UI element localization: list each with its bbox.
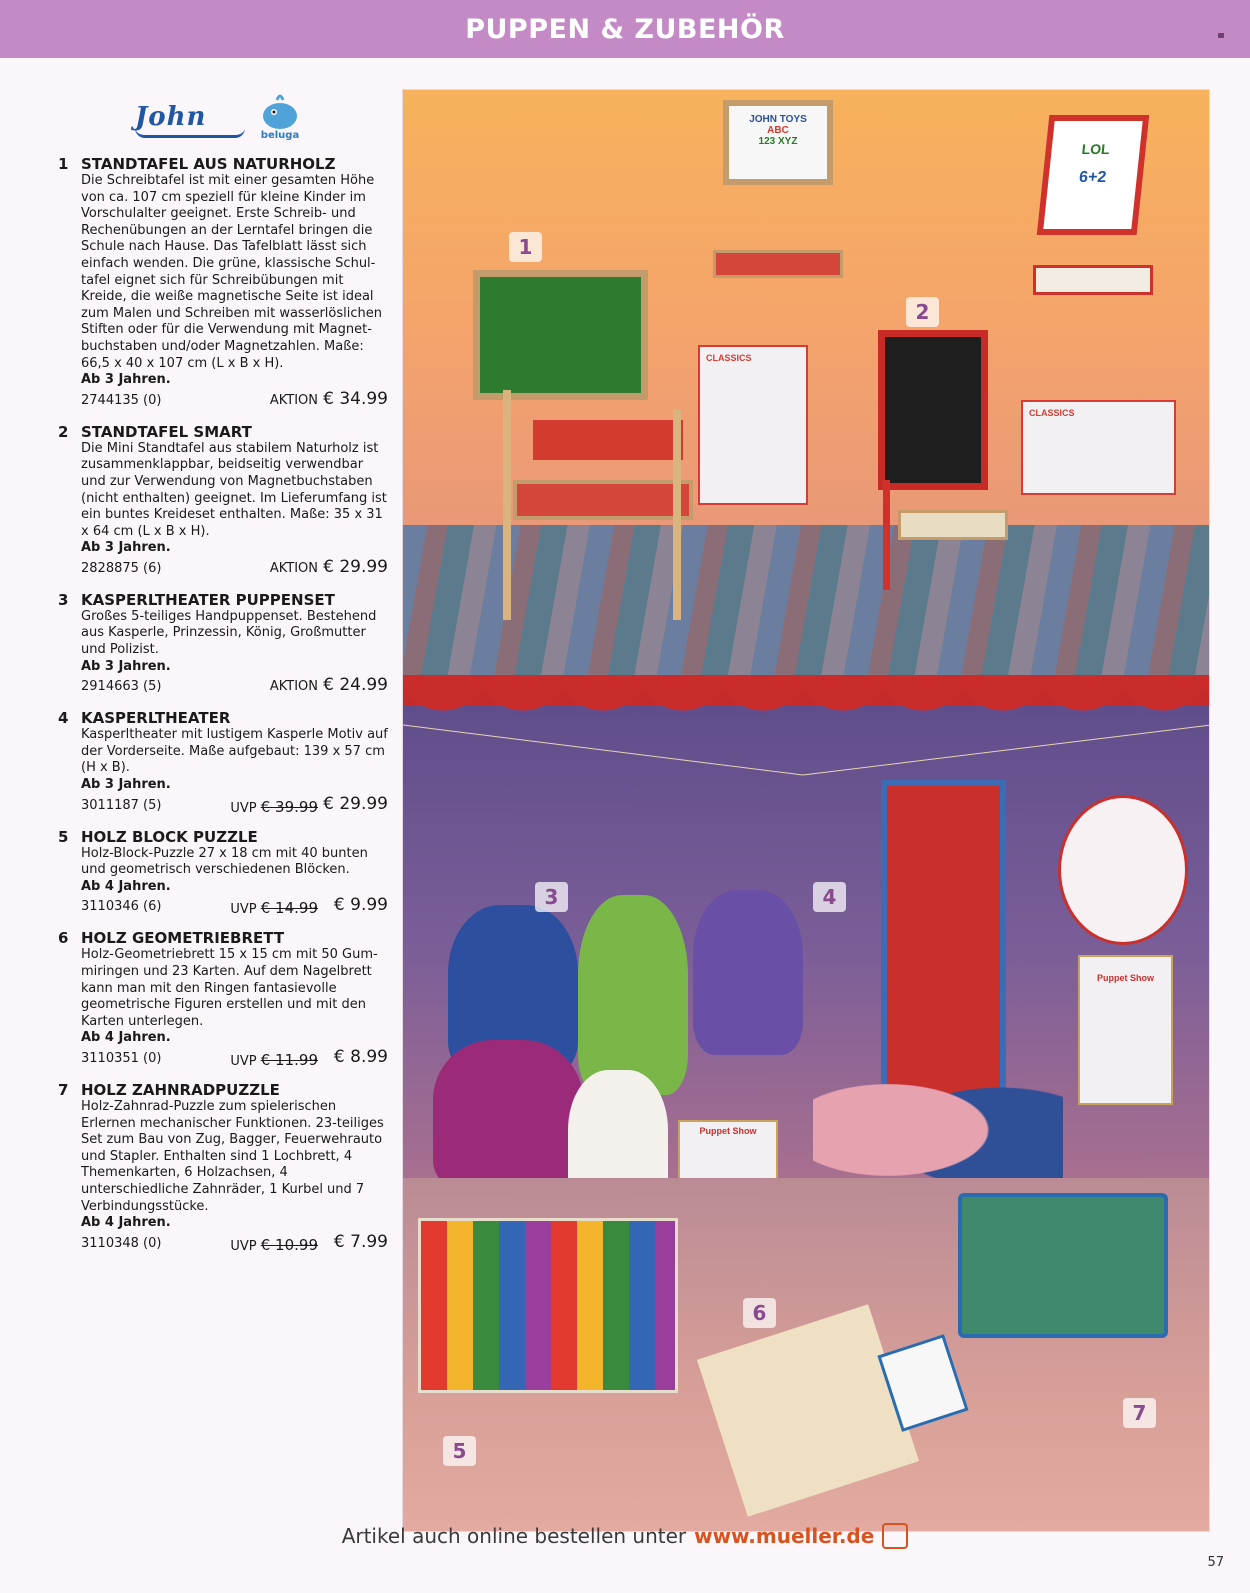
easel-leg-left [503, 390, 511, 620]
theater-box [1078, 955, 1173, 1105]
product-age: Ab 3 Jahren. [81, 658, 171, 674]
price-tag [230, 899, 318, 917]
price-tag [270, 393, 318, 408]
product-title: STANDTAFEL AUS NATURHOLZ [81, 155, 336, 173]
article-number: 2914663 (5) [81, 679, 162, 695]
old-price: € 39.99 [260, 797, 318, 816]
product-title: KASPERLTHEATER PUPPENSET [81, 590, 335, 609]
easel-black-red [878, 330, 1008, 590]
product-box-smart [1021, 400, 1176, 495]
product-price-row [81, 1047, 388, 1069]
product-heading [58, 1081, 388, 1099]
product-number: 2 [58, 422, 69, 441]
product-heading [58, 929, 388, 947]
product-heading [58, 155, 388, 173]
corner-mark [1218, 33, 1224, 38]
product-number: 7 [58, 1080, 69, 1099]
puppet-show-box-label: Puppet Show [699, 1126, 757, 1136]
sub-brand-label: beluga [260, 130, 300, 140]
easels-scene [403, 90, 1210, 675]
article-number: 3011187 (5) [81, 797, 162, 813]
product-item [58, 828, 388, 918]
wooden-puzzles-scene [403, 1178, 1210, 1532]
product-heading [58, 709, 388, 727]
product-price-row [81, 1232, 388, 1254]
current-price: € 8.99 [333, 1046, 388, 1067]
badge-3: 3 [535, 882, 568, 912]
badge-2: 2 [906, 297, 939, 327]
article-number: 3110346 (6) [81, 899, 162, 915]
small-easel-tray [713, 250, 843, 278]
page-title: PUPPEN & ZUBEHÖR [465, 13, 785, 45]
easel-tray [513, 480, 693, 520]
price-tag [230, 798, 318, 816]
current-price: € 29.99 [323, 556, 388, 577]
footer-text: Artikel auch online bestellen unter [341, 1524, 687, 1548]
current-price: € 34.99 [323, 388, 388, 409]
puppet-king [433, 1040, 583, 1178]
theater-box-label: Puppet Show [1097, 973, 1154, 983]
product-price-row [81, 895, 388, 917]
red-easel-tray [1033, 265, 1153, 295]
price-tag-label: AKTION [269, 679, 318, 695]
product-price-row [81, 675, 388, 697]
product-list [58, 155, 388, 1266]
product-description: Die Schreibtafel ist mit einer gesamten Höhe von ca. 107 cm speziell für kleine Kinder im Vorschulalter geeignet. Erste Schreib- und Rechenübungen an der Lerntafel bringen die Schule nach Hause. Das Tafelblatt lässt sich einfach wenden. Die grüne, klassische Schul-tafel eignet sich für Schreibübungen mit Kreide, die weiße magnetische Seite ist ideal zum Malen und Schreiben mit wasserlöslichen Stiften oder für die Verwendung mit Magnet-buchstaben und/oder Magnetzahlen. Maße: 66,5 x 40 x 107 cm (L x B x H). [81, 173, 382, 371]
product-number: 3 [58, 590, 69, 609]
article-number: 2744135 (0) [81, 392, 162, 408]
product-description: Holz-Geometriebrett 15 x 15 cm mit 50 Gum-miringen und 23 Karten. Auf dem Nagelbrett kann man mit den Ringen fantasievolle geometrische Figuren erstellen und mit den Karten unterlegen. [81, 947, 378, 1029]
board-text-123: 123 XYZ [758, 136, 798, 147]
product-heading [58, 423, 388, 441]
article-number: 2828875 (6) [81, 560, 162, 576]
product-item [58, 709, 388, 815]
product-title: KASPERLTHEATER [81, 709, 231, 728]
easel-leg-right [673, 410, 681, 620]
article-number: 3110351 (0) [81, 1050, 162, 1066]
product-age: Ab 3 Jahren. [81, 777, 171, 793]
product-item [58, 1081, 388, 1254]
product-price-row [81, 794, 388, 816]
product-title: STANDTAFEL SMART [81, 422, 252, 441]
old-price: € 11.99 [260, 1050, 318, 1069]
puppet-princess [568, 1070, 668, 1178]
product-item [58, 591, 388, 697]
product-item [58, 155, 388, 411]
board-text-sum: 6+2 [1078, 169, 1108, 186]
old-price: € 14.99 [260, 899, 318, 918]
gear-puzzle-board [958, 1193, 1168, 1338]
product-description: Großes 5-teiliges Handpuppenset. Bestehend aus Kasperle, Prinzessin, König, Großmutter und Polizist. [81, 608, 377, 658]
product-description: Kasperltheater mit lustigem Kasperle Motiv auf der Vorderseite. Maße aufgebaut: 139 x 57 cm (H x B). [81, 727, 388, 776]
product-heading [58, 591, 388, 609]
children-watching [813, 1050, 1063, 1178]
product-item [58, 423, 388, 579]
product-number: 1 [58, 155, 69, 173]
product-age: Ab 4 Jahren. [81, 878, 171, 894]
product-heading [58, 828, 388, 846]
board-text-lol: LOL [1080, 141, 1111, 157]
puppet-grandmother [693, 890, 803, 1055]
price-tag-label: AKTION [269, 392, 318, 408]
page-header [0, 0, 1250, 58]
badge-6: 6 [743, 1298, 776, 1328]
easel-small-white [723, 100, 843, 310]
abc-strip [533, 420, 683, 460]
product-number: 6 [58, 929, 69, 948]
price-tag-label: AKTION [269, 560, 318, 576]
price-tag-label: UVP [230, 1053, 257, 1069]
board-text-abc: ABC [767, 125, 789, 136]
product-title: HOLZ GEOMETRIEBRETT [81, 929, 285, 948]
block-puzzle-board [418, 1218, 678, 1393]
puppet-theater-scene [403, 675, 1210, 1178]
brand-name: John [135, 102, 207, 132]
current-price: € 7.99 [333, 1231, 388, 1252]
white-magnet-board [723, 100, 833, 185]
current-price: € 9.99 [333, 895, 388, 916]
product-item [58, 929, 388, 1069]
beluga-whale-icon [255, 90, 305, 140]
board-text-toys: JOHN TOYS [749, 114, 807, 125]
price-tag [270, 679, 318, 694]
box-label-classics-2: CLASSICS [1029, 408, 1075, 418]
footer-url-link[interactable]: www.mueller.de [694, 1524, 875, 1548]
price-tag-label: UVP [230, 800, 257, 816]
product-number: 5 [58, 827, 69, 846]
article-number: 3110348 (0) [81, 1235, 162, 1251]
badge-4: 4 [813, 882, 846, 912]
price-tag-label: UVP [230, 1238, 257, 1254]
product-title: HOLZ BLOCK PUZZLE [81, 827, 258, 846]
black-chalkboard [878, 330, 988, 490]
product-price-row [81, 389, 388, 411]
brand-swoosh [135, 128, 245, 138]
badge-7: 7 [1123, 1398, 1156, 1428]
product-description: Die Mini Standtafel aus stabilem Naturholz ist zusammenklappbar, beidseitig verwendbar und zur Verwendung von Magnetbuchstaben (nicht enthalten) geeignet. Im Lieferumfang ist ein buntes Kreideset enthalten. Maße: 35 x 31 x 64 cm (L x B x H). [81, 440, 387, 539]
product-photo-collage [402, 89, 1210, 1532]
page-footer [0, 1515, 1250, 1557]
product-description: Holz-Block-Puzzle 27 x 18 cm mit 40 bunten und geometrisch verschiedenen Blöcken. [81, 845, 368, 878]
green-chalkboard [473, 270, 648, 400]
black-easel-tray [898, 510, 1008, 540]
current-price: € 29.99 [323, 793, 388, 814]
product-price-row [81, 557, 388, 579]
badge-5: 5 [443, 1436, 476, 1466]
product-title: HOLZ ZAHNRADPUZZLE [81, 1080, 280, 1099]
product-box-standtafel [698, 345, 808, 505]
price-tag-label: UVP [230, 902, 257, 918]
product-age: Ab 3 Jahren. [81, 372, 171, 388]
brand-logo [135, 88, 315, 146]
product-age: Ab 4 Jahren. [81, 1215, 171, 1231]
price-tag [270, 561, 318, 576]
black-easel-leg [883, 480, 890, 590]
current-price: € 24.99 [323, 675, 388, 696]
shopping-bag-icon [882, 1523, 908, 1549]
old-price: € 10.99 [260, 1235, 318, 1254]
easel-natural-wood [473, 270, 653, 620]
box-label-classics: CLASSICS [706, 353, 752, 363]
price-tag [230, 1236, 318, 1254]
page-number: 57 [1207, 1555, 1224, 1570]
geometry-nail-board [697, 1304, 919, 1517]
puppet-show-box [678, 1120, 778, 1178]
price-tag [230, 1051, 318, 1069]
product-age: Ab 3 Jahren. [81, 540, 171, 556]
product-number: 4 [58, 709, 69, 728]
badge-1: 1 [509, 232, 542, 262]
lol-magnet-board [1037, 115, 1150, 235]
product-description: Holz-Zahnrad-Puzzle zum spielerischen Erlernen mechanischer Funktionen. 23-teiliges Set zum Bau von Zug, Bagger, Feuerwehrauto und Stapler. Enthalten sind 1 Lochbrett, 4 Themenkarten, 6 Holzachsen, 4 unterschiedliche Zahnräder, 1 Kurbel und 7 Verbindungsstücke. [81, 1098, 384, 1214]
product-age: Ab 4 Jahren. [81, 1030, 171, 1046]
inset-girl-photo [1058, 795, 1188, 945]
easel-red-small [1043, 115, 1163, 315]
puppet-kasperle [578, 895, 688, 1095]
